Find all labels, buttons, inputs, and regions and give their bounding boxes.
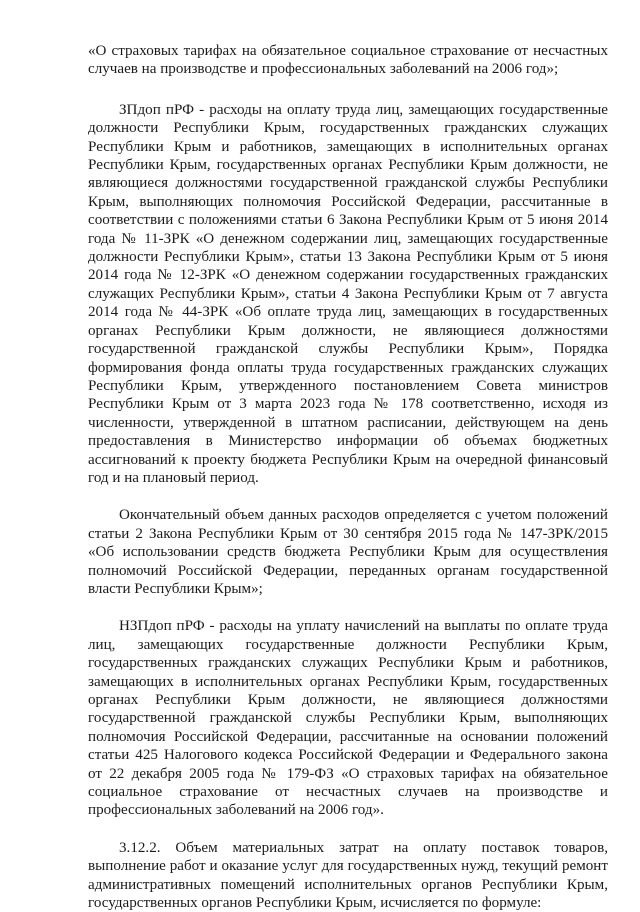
paragraph-final-volume: Окончательный объем данных расходов определяется с учетом положений статьи 2 Закона Республики Крым от 30 сентября 2015 года № 147-ЗРК/2015 «Об использовании средств бюджета Республики Крым для осуществления полномочий Российской Федерации, переданных органам государственной власти Республики Крым»; — [88, 507, 608, 597]
paragraph-section-3-12-2: 3.12.2. Объем материальных затрат на оплату поставок товаров, выполнение работ и оказание услуг для государственных нужд, текущий ремонт административных помещений исполнительных органов Республики Крым, государственных органов Республики Крым, исчисляется по формуле: — [88, 839, 608, 912]
paragraph-continuation: «О страховых тарифах на обязательное социальное страхование от несчастных случаев на производстве и профессиональных заболеваний на 2006 год»; — [88, 43, 608, 78]
paragraph-zpdop-definition: ЗПдоп пРФ - расходы на оплату труда лиц, замещающих государственные должности Республики Крым, государственных гражданских служащих Республики Крым и работников, замещающих в исполнительных органах Республики Крым, государственных органах Республики Крым должности, не являющиеся должностями государственной гражданской службы Республики Крым, выполняющих полномочия Российской Федерации, рассчитанные в соответствии с положениями статьи 6 Закона Республики Крым от 5 июня 2014 года № 11-ЗРК «О денежном содержании лиц, замещающих государственные должности Республики Крым», статьи 13 Закона Республики Крым от 5 июня 2014 года № 12-ЗРК «О денежном содержании государственных гражданских служащих Республики Крым», статьи 4 Закона Республики Крым от 7 августа 2014 года № 44-ЗРК «Об оплате труда лиц, замещающих в государственных органах Республики Крым должности, не являющиеся должностями государственной гражданской службы Республики Крым», Порядка формирования фонда оплаты труда государственных гражданских служащих Республики Крым, утвержденного постановлением Совета министров Республики Крым от 3 марта 2023 года № 178 соответственно, исходя из численности, утвержденной в штатном расписании, действующем на день предоставления в Министерство информации об объемах бюджетных ассигнований к проекту бюджета Республики Крым на очередной финансовый год и на плановый период. — [88, 101, 608, 486]
paragraph-nzpdop-definition: НЗПдоп пРФ - расходы на уплату начислений на выплаты по оплате труда лиц, замещающих государственные должности Республики Крым, государственных гражданских служащих Республики Крым и работников, замещающих в исполнительных органах Республики Крым, государственных органах Республики Крым должности, не являющиеся должностями государственной гражданской службы Республики Крым, выполняющих полномочия Российской Федерации, рассчитанные на основании положений статьи 425 Налогового кодекса Российской Федерации и Федерального закона от 22 декабря 2005 года № 179-ФЗ «О страховых тарифах на обязательное социальное страхование от несчастных случаев на производстве и профессиональных заболеваний на 2006 год». — [88, 618, 608, 819]
